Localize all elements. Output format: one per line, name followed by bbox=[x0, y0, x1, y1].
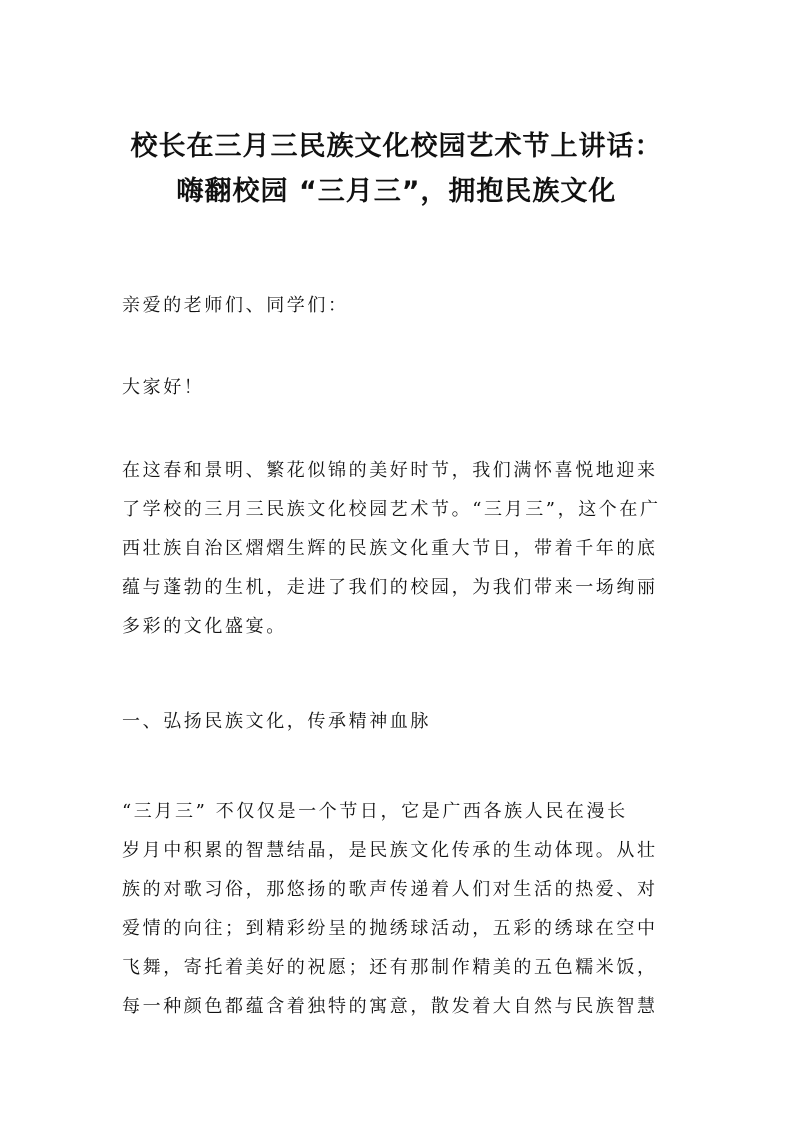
greeting: 大家好！ bbox=[122, 377, 205, 398]
section-1-heading: 一、弘扬民族文化，传承精神血脉 bbox=[122, 711, 431, 732]
paragraph-1-line: 多彩的文化盛宴。 bbox=[122, 616, 287, 637]
paragraph-2-line: “三月三” 不仅仅是一个节日，它是广西各族人民在漫长 bbox=[122, 801, 628, 822]
paragraph-2-line: 族的对歌习俗，那悠扬的歌声传递着人们对生活的热爱、对 bbox=[122, 879, 658, 900]
paragraph-1-line: 在这春和景明、繁花似锦的美好时节，我们满怀喜悦地迎来 bbox=[122, 460, 658, 481]
paragraph-1-line: 蕴与蓬勃的生机，走进了我们的校园，为我们带来一场绚丽 bbox=[122, 577, 658, 598]
paragraph-2-line: 飞舞，寄托着美好的祝愿；还有那制作精美的五色糯米饭， bbox=[122, 957, 658, 978]
document-title-line-2: 嗨翻校园 “三月三”，拥抱民族文化 bbox=[176, 176, 617, 207]
paragraph-1-line: 了学校的三月三民族文化校园艺术节。“三月三”，这个在广 bbox=[122, 499, 661, 520]
document-title-line-1: 校长在三月三民族文化校园艺术节上讲话： bbox=[130, 131, 663, 162]
paragraph-1-line: 西壮族自治区熠熠生辉的民族文化重大节日，带着千年的底 bbox=[122, 538, 658, 559]
paragraph-2-line: 爱情的向往；到精彩纷呈的抛绣球活动，五彩的绣球在空中 bbox=[122, 918, 658, 939]
salutation: 亲爱的老师们、同学们： bbox=[122, 295, 349, 316]
paragraph-2-line: 每一种颜色都蕴含着独特的寓意，散发着大自然与民族智慧 bbox=[122, 996, 658, 1017]
paragraph-2-line: 岁月中积累的智慧结晶，是民族文化传承的生动体现。从壮 bbox=[122, 840, 658, 861]
